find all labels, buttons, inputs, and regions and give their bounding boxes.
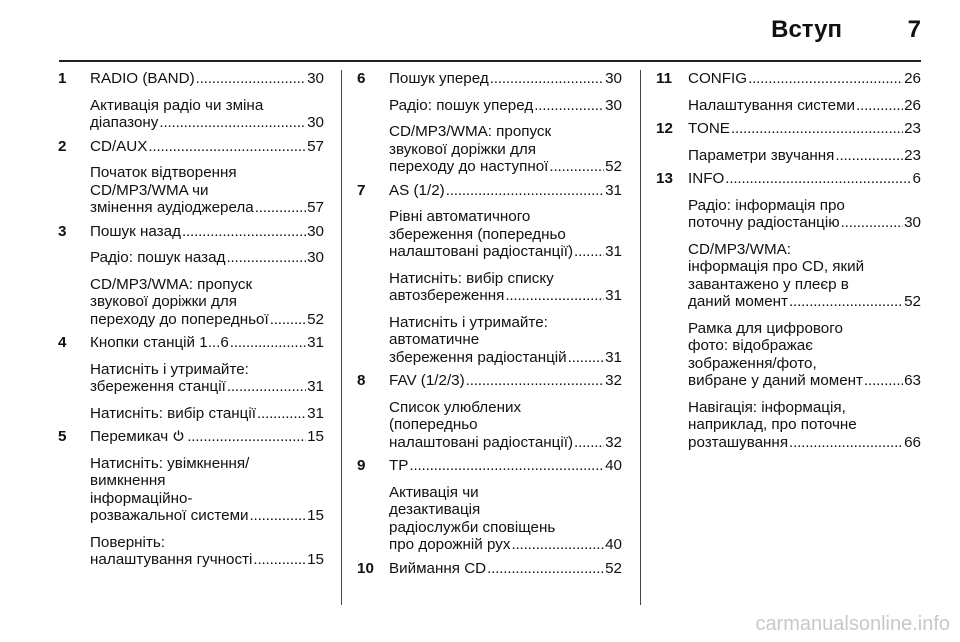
item-number: 11 xyxy=(656,70,673,87)
entry-header xyxy=(357,372,622,390)
leader-dots xyxy=(227,378,306,396)
item-number: 9 xyxy=(357,457,366,474)
entry-line xyxy=(389,182,622,200)
sub-entry-text: Поверніть: xyxy=(90,533,166,551)
sub-entry-text: (попередньо xyxy=(389,416,478,433)
item-label: Виймання CD xyxy=(389,559,487,577)
sub-entry-text: інформація про CD, який xyxy=(688,258,865,275)
leader-dots xyxy=(841,214,903,232)
sub-entry-text: про дорожній рух xyxy=(389,536,511,553)
index-entry xyxy=(357,457,622,554)
sub-entry-text: Рівні автоматичного xyxy=(389,208,531,225)
entry-line xyxy=(688,120,921,138)
sub-entry-line xyxy=(90,507,324,525)
index-entry xyxy=(58,223,324,329)
leader-dots xyxy=(226,249,306,267)
leader-dots xyxy=(487,560,604,578)
item-label: CD/AUX xyxy=(90,137,148,155)
leader-dots xyxy=(568,349,604,367)
sub-entry-text: Радіо: інформація про xyxy=(688,196,845,214)
sub-entry-text: Рамка для цифрового xyxy=(688,319,843,337)
sub-entry-text: CD/MP3/WMA чи xyxy=(90,181,209,199)
page-ref[interactable]: 30 xyxy=(307,70,324,87)
page-ref[interactable]: 31 xyxy=(605,243,622,260)
page-ref[interactable]: 63 xyxy=(904,372,921,389)
sub-entry xyxy=(58,405,324,423)
item-label: INFO xyxy=(688,170,725,187)
column-divider xyxy=(341,70,342,605)
sub-entry-line xyxy=(90,378,324,396)
sub-entry-text: розважальної системи xyxy=(90,507,249,524)
sub-entry-text: поточну радіостанцію xyxy=(688,214,840,231)
leader-dots xyxy=(257,405,306,423)
leader-dots xyxy=(187,428,306,446)
index-entry xyxy=(357,560,622,578)
index-entry xyxy=(58,428,324,569)
leader-dots xyxy=(446,182,604,200)
page-ref[interactable]: 15 xyxy=(307,428,324,445)
sub-entry-text: вибране у даний момент xyxy=(688,372,864,389)
sub-entry-line xyxy=(90,249,324,267)
sub-entry-line xyxy=(389,349,622,367)
leader-dots xyxy=(148,138,306,156)
entry-header xyxy=(357,182,622,200)
page-ref[interactable]: 31 xyxy=(307,334,324,351)
leader-dots xyxy=(574,243,604,261)
page-ref[interactable]: 31 xyxy=(605,348,622,366)
page-ref[interactable]: 23 xyxy=(904,120,921,137)
sub-entry-text: Натисніть: вибір станції xyxy=(90,404,256,422)
index-entry xyxy=(58,138,324,217)
sub-entry-text: фото: відображає xyxy=(688,337,813,354)
leader-dots xyxy=(409,457,604,475)
leader-dots xyxy=(250,507,307,525)
sub-entry-text: переходу до попередньої xyxy=(90,310,269,328)
sub-entry-text: наприклад, про поточне xyxy=(688,416,857,433)
page-ref[interactable]: 52 xyxy=(605,559,622,577)
sub-entry xyxy=(357,484,622,554)
item-label: Пошук назад xyxy=(90,222,181,240)
sub-entry-text: дезактивація xyxy=(389,501,481,518)
sub-entry xyxy=(656,241,921,311)
sub-entry-text: Радіо: пошук назад xyxy=(90,249,226,266)
entry-line xyxy=(389,70,622,88)
leader-dots xyxy=(725,170,911,188)
page-ref[interactable]: 30 xyxy=(307,249,324,266)
leader-dots xyxy=(255,199,306,217)
sub-entry-text: збереження радіостанцій xyxy=(389,348,567,366)
sub-entry xyxy=(58,534,324,569)
page-ref[interactable]: 52 xyxy=(307,310,324,328)
entry-header xyxy=(58,428,324,446)
leader-dots xyxy=(789,434,903,452)
item-number: 8 xyxy=(357,372,366,389)
column-divider xyxy=(640,70,641,605)
index-entry xyxy=(656,120,921,164)
section-title: Вступ xyxy=(771,16,842,43)
sub-entry xyxy=(58,97,324,132)
sub-entry xyxy=(58,249,324,267)
leader-dots xyxy=(253,551,306,569)
sub-entry-text: Активація радіо чи зміна xyxy=(90,96,264,114)
sub-entry-line xyxy=(389,536,622,554)
leader-dots xyxy=(864,372,903,390)
item-number: 13 xyxy=(656,170,673,187)
sub-entry-text: радіослужби сповіщень xyxy=(389,518,556,536)
leader-dots xyxy=(466,372,604,390)
item-label: Кнопки станцій 1...6 xyxy=(90,334,229,351)
item-label: CONFIG xyxy=(688,70,748,87)
sub-entry-line xyxy=(389,158,622,176)
entry-header xyxy=(58,334,324,352)
page-ref[interactable]: 32 xyxy=(605,372,622,389)
sub-entry xyxy=(656,147,921,165)
sub-entry-line xyxy=(90,405,324,423)
page-ref[interactable]: 31 xyxy=(307,378,324,395)
leader-dots xyxy=(748,70,903,88)
item-label: TP xyxy=(389,457,409,474)
leader-dots xyxy=(731,120,903,138)
item-number: 5 xyxy=(58,428,67,445)
entry-header xyxy=(357,560,622,578)
sub-entry xyxy=(656,320,921,390)
page-ref[interactable]: 6 xyxy=(912,170,921,187)
sub-entry-line xyxy=(688,434,921,452)
page-ref[interactable]: 40 xyxy=(605,536,622,553)
page-ref[interactable]: 66 xyxy=(904,433,921,451)
sub-entry-text: Список улюблених xyxy=(389,398,522,416)
sub-entry-text: збереження станції xyxy=(90,378,226,395)
item-number: 3 xyxy=(58,222,67,240)
item-label: TONE xyxy=(688,120,730,137)
entry-header xyxy=(656,120,921,138)
sub-entry-text: переходу до наступної xyxy=(389,158,549,175)
sub-entry xyxy=(357,123,622,176)
sub-entry-text: зображення/фото, xyxy=(688,354,817,372)
leader-dots xyxy=(856,97,903,115)
entry-header xyxy=(58,70,324,88)
page-ref[interactable]: 23 xyxy=(904,146,921,164)
index-column-1 xyxy=(58,70,324,569)
sub-entry-text: Радіо: пошук уперед xyxy=(389,96,534,114)
sub-entry xyxy=(357,399,622,452)
sub-entry xyxy=(58,361,324,396)
index-entry xyxy=(656,170,921,451)
entry-header xyxy=(357,457,622,475)
sub-entry-text: збереження (попередньо xyxy=(389,225,566,243)
sub-entry-text: CD/MP3/WMA: пропуск xyxy=(90,275,253,293)
watermark: carmanualsonline.info xyxy=(755,613,950,635)
sub-entry-text: налаштовані радіостанції) xyxy=(389,433,574,451)
sub-entry xyxy=(357,314,622,367)
leader-dots xyxy=(835,147,903,165)
item-label: RADIO (BAND) xyxy=(90,70,195,87)
item-label: FAV (1/2/3) xyxy=(389,372,465,389)
sub-entry-line xyxy=(688,293,921,311)
sub-entry-text: розташування xyxy=(688,433,789,451)
entry-line xyxy=(90,138,324,156)
entry-header xyxy=(656,70,921,88)
sub-entry-line xyxy=(688,214,921,232)
leader-dots xyxy=(196,70,306,88)
page-ref[interactable]: 32 xyxy=(605,433,622,451)
entry-line xyxy=(90,334,324,352)
leader-dots xyxy=(574,434,604,452)
sub-entry-text: вимкнення xyxy=(90,472,166,489)
page-ref[interactable]: 31 xyxy=(605,287,622,304)
leader-dots xyxy=(505,287,604,305)
sub-entry xyxy=(656,197,921,232)
sub-entry xyxy=(58,164,324,217)
item-number: 7 xyxy=(357,181,366,199)
sub-entry-line xyxy=(389,434,622,452)
page-ref[interactable]: 40 xyxy=(605,457,622,474)
sub-entry-text: Активація чи xyxy=(389,483,479,501)
sub-entry-text: звукової доріжки для xyxy=(90,293,237,310)
sub-entry-line xyxy=(90,551,324,569)
leader-dots xyxy=(182,223,306,241)
item-number: 4 xyxy=(58,334,67,351)
sub-entry-text: інформаційно- xyxy=(90,489,193,507)
item-label: Пошук уперед xyxy=(389,70,489,87)
leader-dots xyxy=(230,334,306,352)
page-ref[interactable]: 15 xyxy=(307,507,324,524)
index-entry xyxy=(357,372,622,451)
page-ref[interactable]: 26 xyxy=(904,70,921,87)
sub-entry-text: Параметри звучання xyxy=(688,146,835,164)
sub-entry-line xyxy=(688,147,921,165)
leader-dots xyxy=(549,158,604,176)
header-divider xyxy=(59,60,921,62)
page-ref[interactable]: 30 xyxy=(605,70,622,87)
page-ref[interactable]: 31 xyxy=(605,181,622,199)
sub-entry-text: автозбереження xyxy=(389,287,505,304)
page-ref[interactable]: 30 xyxy=(904,214,921,231)
sub-entry-text: даний момент xyxy=(688,293,789,310)
page-ref[interactable]: 30 xyxy=(307,114,324,131)
sub-entry-text: Натисніть: вибір списку xyxy=(389,269,554,287)
index-entry xyxy=(357,70,622,176)
entry-line xyxy=(389,560,622,578)
sub-entry-line xyxy=(688,97,921,115)
item-label: Перемикач xyxy=(90,428,169,445)
item-label: AS (1/2) xyxy=(389,181,445,199)
sub-entry xyxy=(357,97,622,115)
sub-entry-text: Навігація: інформація, xyxy=(688,398,846,416)
entry-line xyxy=(389,372,622,390)
sub-entry-line xyxy=(389,243,622,261)
entry-line xyxy=(90,70,324,88)
sub-entry xyxy=(58,276,324,329)
index-entry xyxy=(656,70,921,114)
power-icon xyxy=(173,428,184,439)
leader-dots xyxy=(490,70,604,88)
entry-header xyxy=(357,70,622,88)
sub-entry-text: Натисніть і утримайте: xyxy=(389,313,548,331)
entry-line xyxy=(688,170,921,188)
leader-dots xyxy=(159,114,306,132)
entry-line xyxy=(389,457,622,475)
entry-line xyxy=(90,223,324,241)
sub-entry xyxy=(357,270,622,305)
sub-entry-text: CD/MP3/WMA: пропуск xyxy=(389,123,552,140)
page-ref[interactable]: 57 xyxy=(307,199,324,216)
entry-line xyxy=(688,70,921,88)
item-number: 12 xyxy=(656,120,673,137)
entry-line xyxy=(90,428,324,446)
sub-entry xyxy=(656,97,921,115)
index-entry xyxy=(357,182,622,367)
sub-entry xyxy=(656,399,921,452)
item-number: 2 xyxy=(58,137,67,155)
sub-entry-line xyxy=(90,199,324,217)
page-ref[interactable]: 52 xyxy=(904,293,921,310)
sub-entry-text: налаштування гучності xyxy=(90,551,253,568)
sub-entry-text: діапазону xyxy=(90,114,159,131)
sub-entry-text: налаштовані радіостанції) xyxy=(389,243,574,260)
leader-dots xyxy=(511,536,604,554)
item-number: 6 xyxy=(357,70,366,87)
item-number: 1 xyxy=(58,70,67,87)
page-header xyxy=(0,0,960,60)
leader-dots xyxy=(534,97,604,115)
sub-entry-text: Натисніть: увімкнення/ xyxy=(90,454,250,472)
page-ref[interactable]: 52 xyxy=(605,158,622,175)
sub-entry-line xyxy=(389,287,622,305)
entry-header xyxy=(58,138,324,156)
page-ref[interactable]: 31 xyxy=(307,404,324,422)
page-number: 7 xyxy=(907,16,921,43)
entry-header xyxy=(656,170,921,188)
sub-entry-line xyxy=(90,114,324,132)
sub-entry-text: звукової доріжки для xyxy=(389,140,536,158)
sub-entry-line xyxy=(688,372,921,390)
sub-entry-text: Початок відтворення xyxy=(90,164,237,181)
leader-dots xyxy=(270,311,306,329)
sub-entry-line xyxy=(389,97,622,115)
leader-dots xyxy=(789,293,903,311)
sub-entry-text: CD/MP3/WMA: xyxy=(688,240,791,258)
sub-entry-text: змінення аудіоджерела xyxy=(90,199,254,216)
index-column-2 xyxy=(357,70,622,577)
page-ref[interactable]: 26 xyxy=(904,96,921,114)
entry-header xyxy=(58,223,324,241)
page-ref[interactable]: 30 xyxy=(307,222,324,240)
sub-entry xyxy=(58,455,324,525)
item-number: 10 xyxy=(357,559,374,577)
sub-entry-line xyxy=(90,311,324,329)
page-ref[interactable]: 57 xyxy=(307,137,324,155)
sub-entry-text: Натисніть і утримайте: xyxy=(90,360,249,378)
sub-entry-text: завантажено у плеєр в xyxy=(688,275,849,293)
sub-entry xyxy=(357,208,622,261)
page-ref[interactable]: 15 xyxy=(307,551,324,568)
index-entry xyxy=(58,70,324,132)
page-ref[interactable]: 30 xyxy=(605,96,622,114)
sub-entry-text: Налаштування системи xyxy=(688,96,856,114)
sub-entry-text: автоматичне xyxy=(389,331,480,348)
index-column-3 xyxy=(656,70,921,451)
index-entry xyxy=(58,334,324,422)
